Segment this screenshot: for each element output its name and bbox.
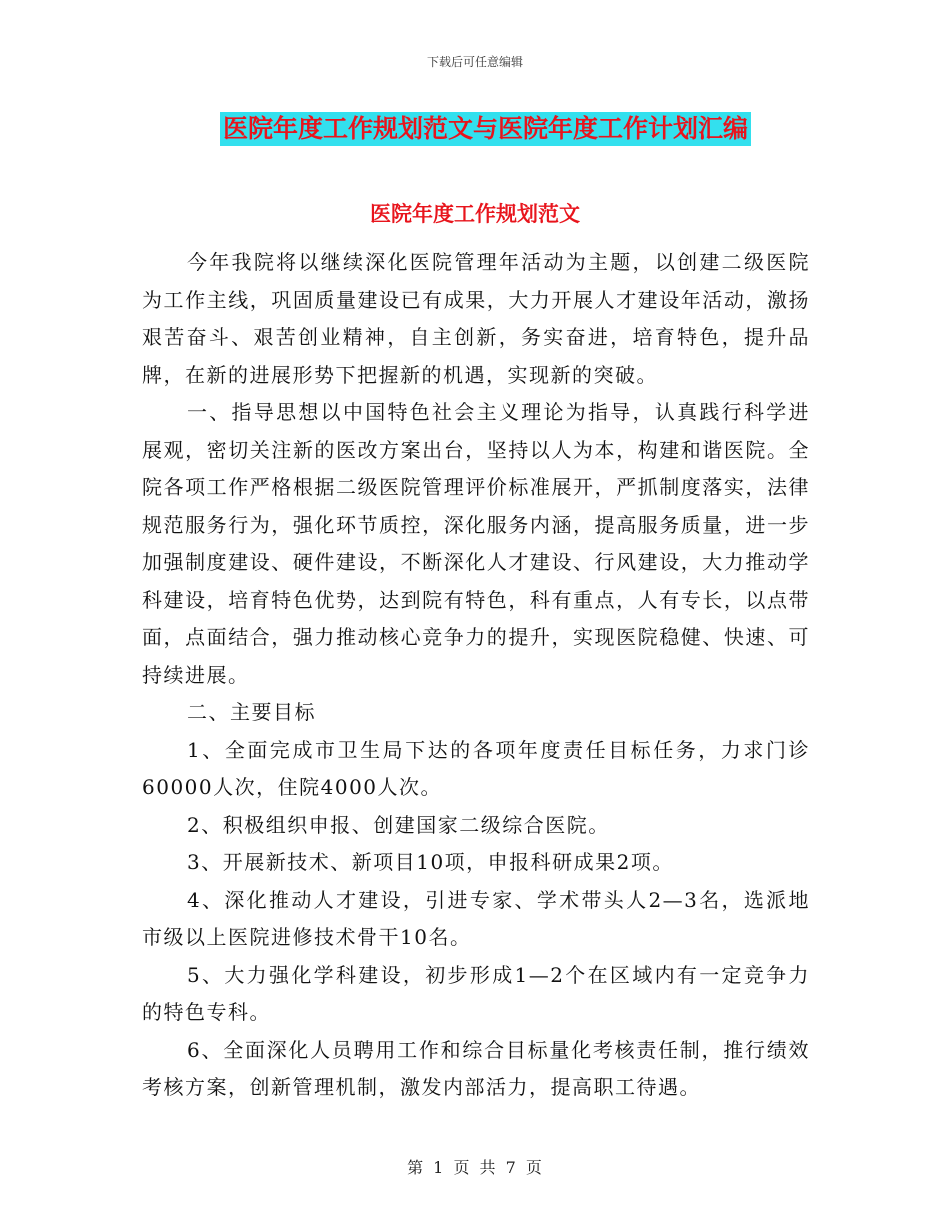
goal-item-6: 6、全面深化人员聘用工作和综合目标量化考核责任制，推行绩效考核方案，创新管理机制，激发内部活力，提高职工待遇。 [142,1037,810,1099]
document-main-title: 医院年度工作规划范文与医院年度工作计划汇编 [220,112,751,146]
goal-item-1: 1、全面完成市卫生局下达的各项年度责任目标任务，力求门诊60000人次，住院4000人次。 [142,737,810,799]
goal-item-4: 4、深化推动人才建设，引进专家、学术带头人2—3名，选派地市级以上医院进修技术骨干10名。 [142,887,810,949]
header-note: 下载后可任意编辑 [426,55,523,69]
document-sub-title: 医院年度工作规划范文 [370,201,580,226]
page-indicator: 第 1 页 共 7 页 [407,1158,543,1177]
paragraph-guiding-ideology: 一、指导思想以中国特色社会主义理论为指导，认真践行科学进展观，密切关注新的医改方案出台，坚持以人为本，构建和谐医院。全院各项工作严格根据二级医院管理评价标准展开，严抓制度落实，法律规范服务行为，强化环节质控，深化服务内涵，提高服务质量，进一步加强制度建设、硬件建设，不断深化人才建设、行风建设，大力推动学科建设，培育特色优势，达到院有特色，科有重点，人有专长，以点带面，点面结合，强力推动核心竞争力的提升，实现医院稳健、快速、可持续进展。 [142,400,810,687]
paragraph-intro: 今年我院将以继续深化医院管理年活动为主题，以创建二级医院为工作主线，巩固质量建设已有成果，大力开展人才建设年活动，激扬艰苦奋斗、艰苦创业精神，自主创新，务实奋进，培育特色，提升品牌，在新的进展形势下把握新的机遇，实现新的突破。 [142,250,810,387]
section-heading-main-goals: 二、主要目标 [187,700,316,724]
goal-item-2: 2、积极组织申报、创建国家二级综合医院。 [187,812,610,837]
goal-item-5: 5、大力强化学科建设，初步形成1—2个在区域内有一定竞争力的特色专科。 [142,962,810,1024]
document-body [142,244,810,1107]
goal-item-3: 3、开展新技术、新项目10项，申报科研成果2项。 [187,850,674,874]
